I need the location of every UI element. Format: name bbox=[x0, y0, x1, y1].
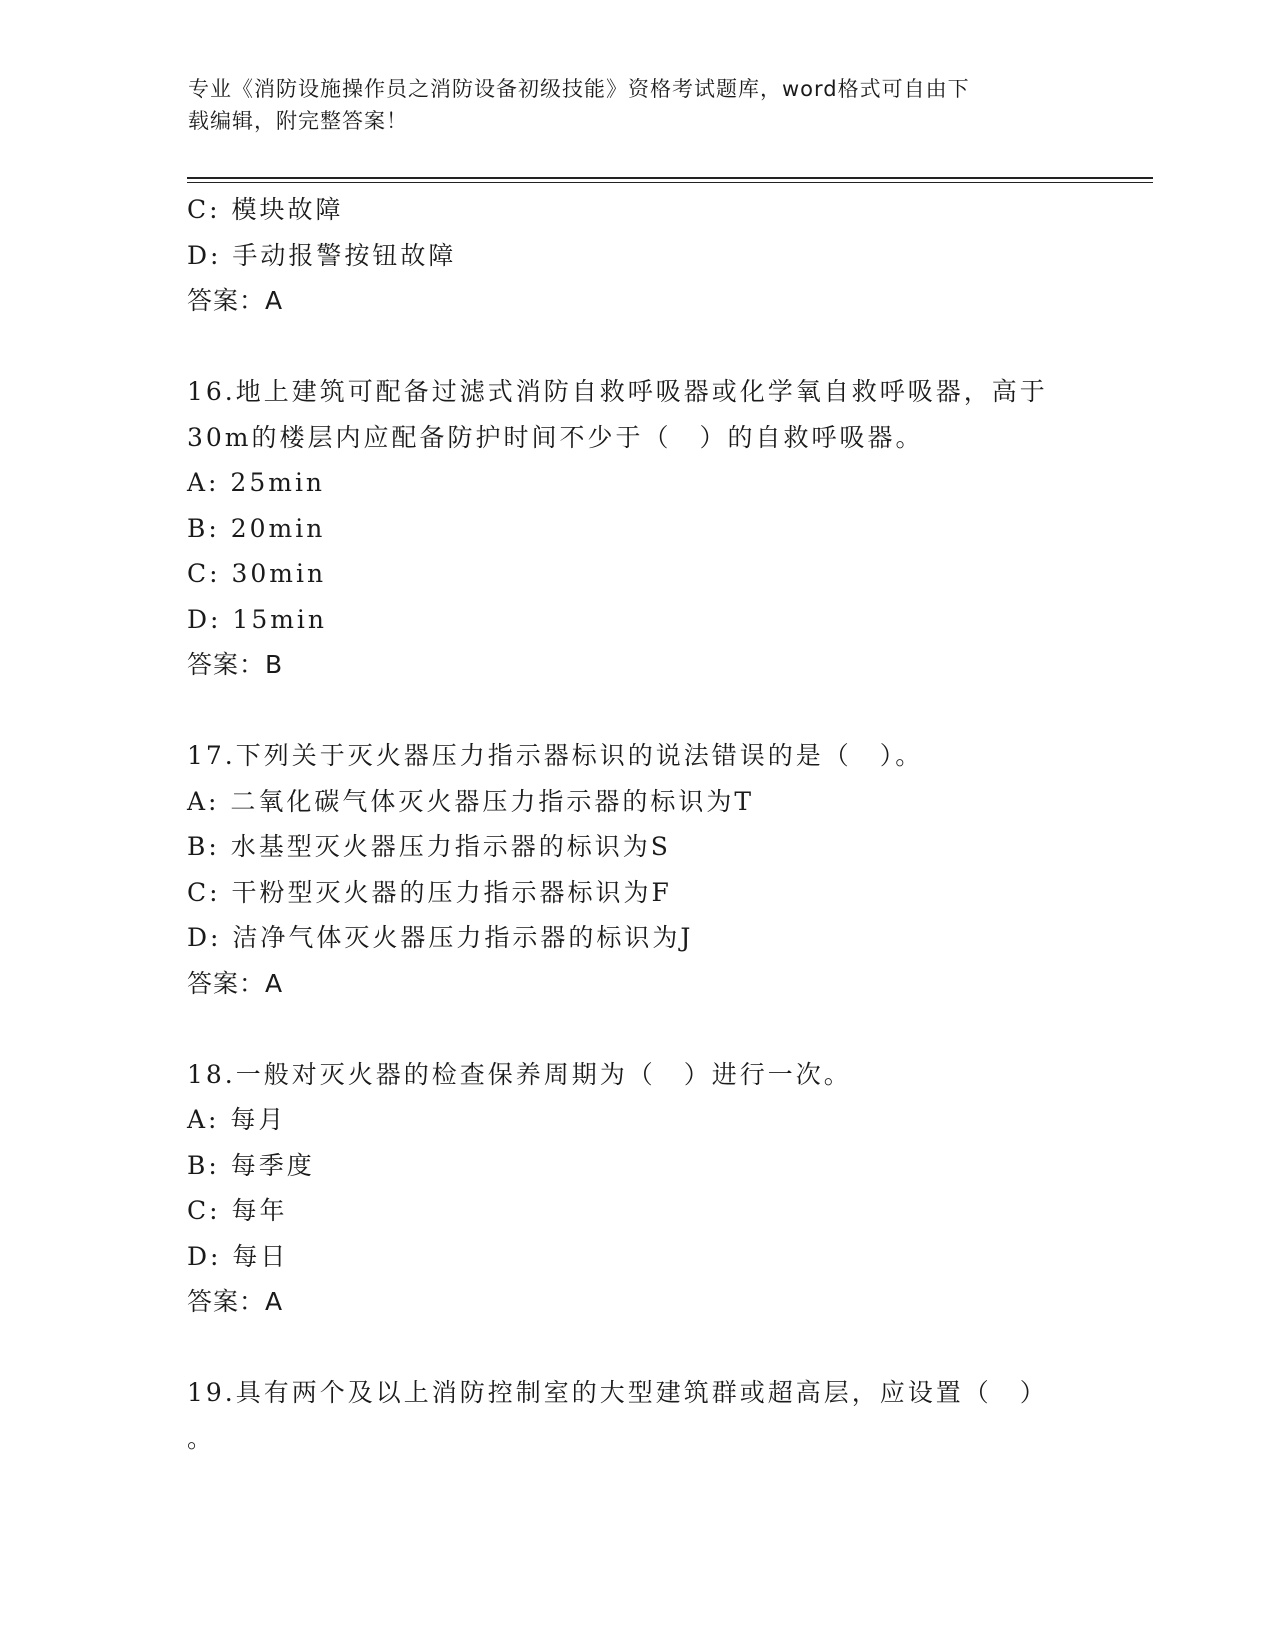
question-stem: 17.下列关于灭火器压力指示器标识的说法错误的是（ ）。 bbox=[187, 741, 924, 770]
option-d: D: 洁净气体灭火器压力指示器的标识为J bbox=[187, 923, 694, 952]
header-divider-thick bbox=[187, 177, 1153, 179]
option-c: C: 30min bbox=[187, 559, 327, 588]
document-header bbox=[188, 73, 1068, 137]
option-b: B: 每季度 bbox=[187, 1150, 315, 1180]
header-divider-thin bbox=[187, 182, 1153, 183]
option-c: C: 每年 bbox=[187, 1196, 288, 1225]
option-b: B: 20min bbox=[187, 513, 326, 543]
question-list bbox=[187, 187, 1087, 1461]
option-d: D: 手动报警按钮故障 bbox=[187, 240, 457, 270]
question-stem: 16.地上建筑可配备过滤式消防自救呼吸器或化学氧自救呼吸器，高于 bbox=[187, 377, 1048, 406]
question-stem: 19.具有两个及以上消防控制室的大型建筑群或超高层，应设置（ ） bbox=[187, 1378, 1048, 1407]
question-stem: 18.一般对灭火器的检查保养周期为（ ）进行一次。 bbox=[187, 1059, 852, 1089]
option-d: D: 每日 bbox=[187, 1241, 289, 1271]
header-line-2: 载编辑，附完整答案！ bbox=[188, 109, 408, 133]
option-a: A: 每月 bbox=[187, 1105, 287, 1134]
question-stem-cont: 。 bbox=[187, 1423, 216, 1453]
option-c: C: 模块故障 bbox=[187, 195, 344, 224]
answer-label: 答案：A bbox=[187, 1287, 284, 1316]
option-a: A: 二氧化碳气体灭火器压力指示器的标识为T bbox=[187, 786, 755, 816]
option-b: B: 水基型灭火器压力指示器的标识为S bbox=[187, 832, 671, 861]
option-c: C: 干粉型灭火器的压力指示器标识为F bbox=[187, 877, 672, 907]
answer-label: 答案：A bbox=[187, 286, 284, 315]
option-a: A: 25min bbox=[187, 468, 326, 497]
answer-label: 答案：B bbox=[187, 650, 284, 679]
answer-label: 答案：A bbox=[187, 968, 284, 998]
question-stem-cont: 30m的楼层内应配备防护时间不少于（ ）的自救呼吸器。 bbox=[187, 422, 924, 452]
header-line-1: 专业《消防设施操作员之消防设备初级技能》资格考试题库，word格式可自由下 bbox=[188, 77, 970, 101]
option-d: D: 15min bbox=[187, 604, 328, 634]
